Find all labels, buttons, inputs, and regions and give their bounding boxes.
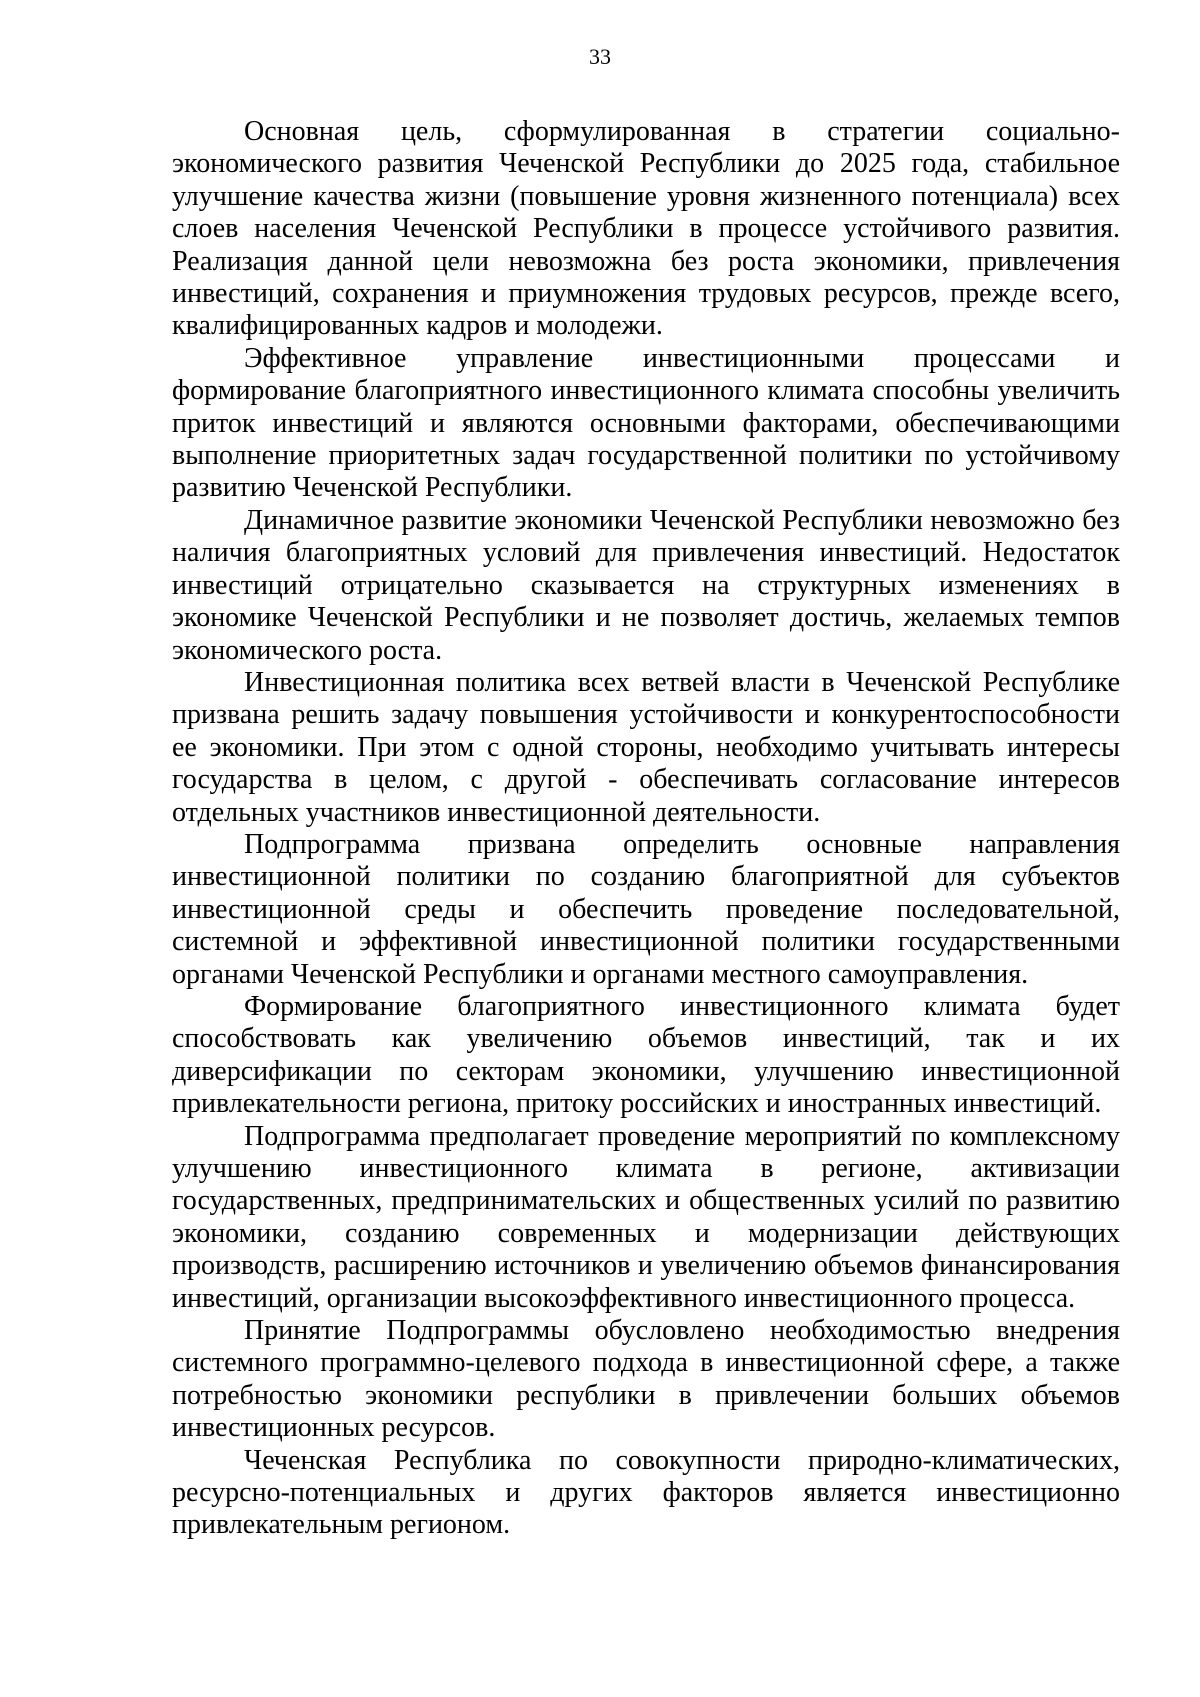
paragraph-investment-climate: Формирование благоприятного инвестиционного климата будет способствовать как увеличению объемов инвестиций, так и их диверсификации по секторам экономики, улучшению инвестиционной привлекательности региона, притоку российских и иностранных инвестиций. (172, 990, 1120, 1120)
paragraph-subprogram-adoption: Принятие Подпрограммы обусловлено необходимостью внедрения системного программно-целевого подхода в инвестиционной сфере, а также потребностью экономики республики в привлечении больших объемов инвестиционных ресурсов. (172, 1315, 1120, 1444)
paragraph-subprogram-purpose: Подпрограмма призвана определить основные направления инвестиционной политики по созданию благоприятной для субъектов инвестиционной среды и обеспечить проведение последовательной, системной и эффективной инвестиционной политики государственными органами Чеченской Республики и органами местного самоуправления. (172, 828, 1120, 990)
paragraph-investment-policy: Инвестиционная политика всех ветвей власти в Чеченской Республике призвана решить задачу повышения устойчивости и конкурентоспособности ее экономики. При этом с одной стороны, необходимо учитывать интересы государства в целом, с другой - обеспечивать согласование интересов отдельных участников инвестиционной деятельности. (172, 666, 1120, 828)
page-number: 33 (589, 44, 611, 69)
paragraph-subprogram-measures: Подпрограмма предполагает проведение мероприятий по комплексному улучшению инвестиционного климата в регионе, активизации государственных, предпринимательских и общественных усилий по развитию экономики, созданию современных и модернизации действующих производств, расширению источников и увеличению объемов финансирования инвестиций, организации высокоэффективного инвестиционного процесса. (172, 1120, 1120, 1314)
paragraph-investment-management: Эффективное управление инвестиционными процессами и формирование благоприятного инвестиционного климата способны увеличить приток инвестиций и являются основными факторами, обеспечивающими выполнение приоритетных задач государственной политики по устойчивому развитию Чеченской Республики. (172, 342, 1120, 504)
paragraph-strategy-goal: Основная цель, сформулированная в стратегии социально-экономического развития Чеченской Республики до 2025 года, стабильное улучшение качества жизни (повышение уровня жизненного потенциала) всех слоев населения Чеченской Республики в процессе устойчивого развития. Реализация данной цели невозможна без роста экономики, привлечения инвестиций, сохранения и приумножения трудовых ресурсов, прежде всего, квалифицированных кадров и молодежи. (172, 116, 1120, 342)
body-text (172, 116, 1120, 1542)
paragraph-region-attractiveness: Чеченская Республика по совокупности природно-климатических, ресурсно-потенциальных и других факторов является инвестиционно привлекательным регионом. (172, 1444, 1120, 1541)
paragraph-dynamic-development: Динамичное развитие экономики Чеченской Республики невозможно без наличия благоприятных условий для привлечения инвестиций. Недостаток инвестиций отрицательно сказывается на структурных изменениях в экономике Чеченской Республики и не позволяет достичь, желаемых темпов экономического роста. (172, 504, 1120, 666)
